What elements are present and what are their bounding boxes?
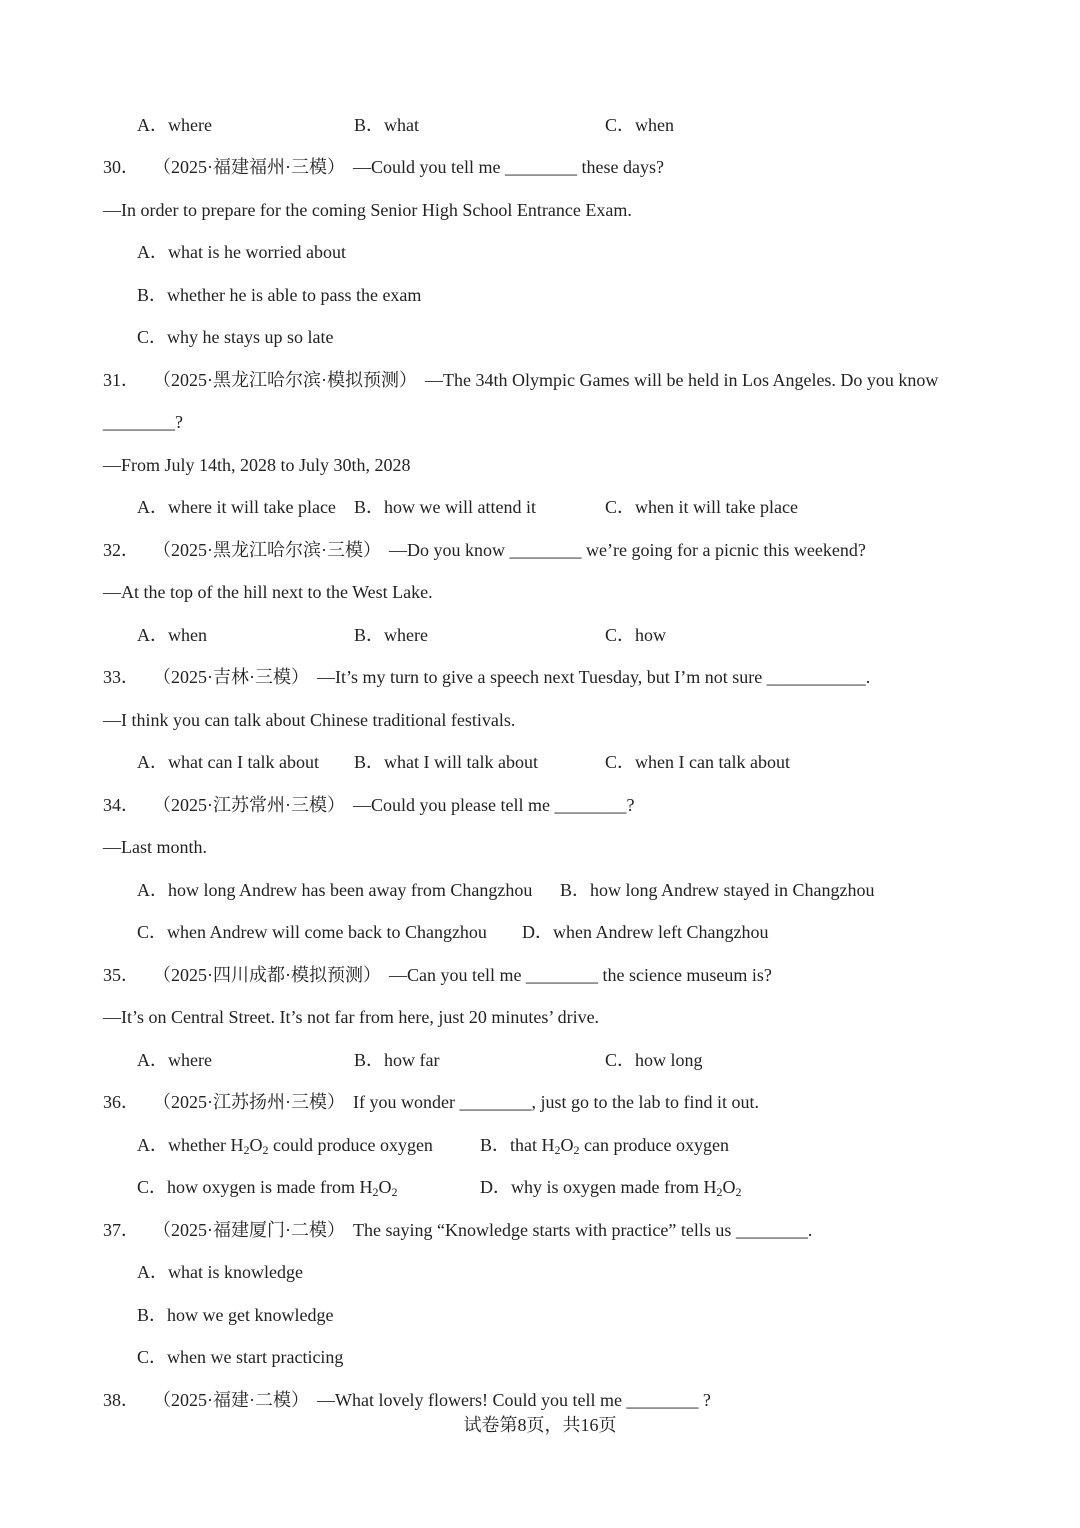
q34-option-b: B．how long Andrew stayed in Changzhou	[560, 880, 875, 900]
q37-option-b: B．how we get knowledge	[137, 1305, 334, 1325]
q35-option-a: A．where	[137, 1050, 212, 1070]
q31-option-c: C．when it will take place	[605, 497, 798, 517]
q35-stem	[103, 964, 772, 986]
q38-source: （2025·福建·二模）	[153, 1390, 309, 1410]
q37-option-c: C．when we start practicing	[137, 1347, 344, 1367]
q36-text: If you wonder ________, just go to the lab to find it out.	[353, 1092, 759, 1112]
q30-option-a: A．what is he worried about	[137, 242, 346, 262]
q35-number: 35．	[103, 965, 139, 985]
q34-text: —Could you please tell me ________?	[353, 795, 635, 815]
q38-stem	[103, 1389, 711, 1411]
q38-number: 38．	[103, 1390, 139, 1410]
q33-option-b: B．what I will talk about	[354, 752, 538, 772]
q34-option-c: C．when Andrew will come back to Changzhou	[137, 922, 487, 942]
q38-text: —What lovely flowers! Could you tell me ________ ?	[317, 1390, 711, 1410]
q37-source: （2025·福建厦门·二模）	[153, 1220, 345, 1240]
q35-source: （2025·四川成都·模拟预测）	[153, 965, 381, 985]
q31-stem	[103, 369, 938, 391]
q33-number: 33．	[103, 667, 139, 687]
q29-option-b: B．what	[354, 115, 419, 135]
q35-option-c: C．how long	[605, 1050, 703, 1070]
page-footer: 试卷第8页，共16页	[463, 1415, 617, 1435]
q34-option-a: A．how long Andrew has been away from Changzhou	[137, 880, 533, 900]
q36-option-d: D．why is oxygen made from $H_2O_2$	[480, 1177, 742, 1199]
q30-source: （2025·福建福州·三模）	[153, 157, 345, 177]
q34-source: （2025·江苏常州·三模）	[153, 795, 345, 815]
q33-source: （2025·吉林·三模）	[153, 667, 309, 687]
q37-number: 37．	[103, 1220, 139, 1240]
q35-reply: —It’s on Central Street. It’s not far from here, just 20 minutes’ drive.	[103, 1007, 600, 1027]
q31-text-continued: ________?	[103, 412, 183, 432]
q30-reply: —In order to prepare for the coming Senior High School Entrance Exam.	[103, 200, 632, 220]
q32-option-a: A．when	[137, 625, 207, 645]
q37-text: The saying “Knowledge starts with practice” tells us ________.	[353, 1220, 813, 1240]
q31-option-b: B．how we will attend it	[354, 497, 536, 517]
q36-option-c: C．how oxygen is made from $H_2O_2$	[137, 1177, 398, 1199]
q35-text: —Can you tell me ________ the science museum is?	[389, 965, 772, 985]
q34-reply: —Last month.	[103, 837, 207, 857]
q30-option-c: C．why he stays up so late	[137, 327, 334, 347]
q32-reply: —At the top of the hill next to the West Lake.	[103, 582, 433, 602]
q31-text: —The 34th Olympic Games will be held in Los Angeles. Do you know	[425, 370, 939, 390]
q34-option-d: D．when Andrew left Changzhou	[522, 922, 769, 942]
q34-number: 34．	[103, 795, 139, 815]
q36-option-b: B．that $H_2O_2$ can produce oxygen	[480, 1135, 729, 1157]
q29-option-a: A．where	[137, 115, 212, 135]
q31-number: 31．	[103, 370, 139, 390]
q33-reply: —I think you can talk about Chinese traditional festivals.	[103, 710, 516, 730]
q34-stem	[103, 794, 634, 816]
q33-option-c: C．when I can talk about	[605, 752, 790, 772]
q30-stem	[103, 156, 664, 178]
q33-text: —It’s my turn to give a speech next Tuesday, but I’m not sure ___________.	[317, 667, 871, 687]
q32-text: —Do you know ________ we’re going for a picnic this weekend?	[389, 540, 866, 560]
q37-stem	[103, 1219, 812, 1241]
q36-option-a: A．whether $H_2O_2$ could produce oxygen	[137, 1135, 433, 1157]
q33-option-a: A．what can I talk about	[137, 752, 319, 772]
q32-stem	[103, 539, 866, 561]
q30-number: 30．	[103, 157, 139, 177]
q36-number: 36．	[103, 1092, 139, 1112]
q32-number: 32．	[103, 540, 139, 560]
q31-option-a: A．where it will take place	[137, 497, 336, 517]
q32-option-c: C．how	[605, 625, 667, 645]
q36-stem	[103, 1091, 759, 1113]
q35-option-b: B．how far	[354, 1050, 440, 1070]
q32-option-b: B．where	[354, 625, 428, 645]
q29-option-c: C．when	[605, 115, 674, 135]
q31-reply: —From July 14th, 2028 to July 30th, 2028	[103, 455, 411, 475]
q37-option-a: A．what is knowledge	[137, 1262, 303, 1282]
q36-source: （2025·江苏扬州·三模）	[153, 1092, 345, 1112]
q30-text: —Could you tell me ________ these days?	[353, 157, 664, 177]
q32-source: （2025·黑龙江哈尔滨·三模）	[153, 540, 381, 560]
q31-source: （2025·黑龙江哈尔滨·模拟预测）	[153, 370, 417, 390]
q30-option-b: B．whether he is able to pass the exam	[137, 285, 422, 305]
q33-stem	[103, 666, 870, 688]
